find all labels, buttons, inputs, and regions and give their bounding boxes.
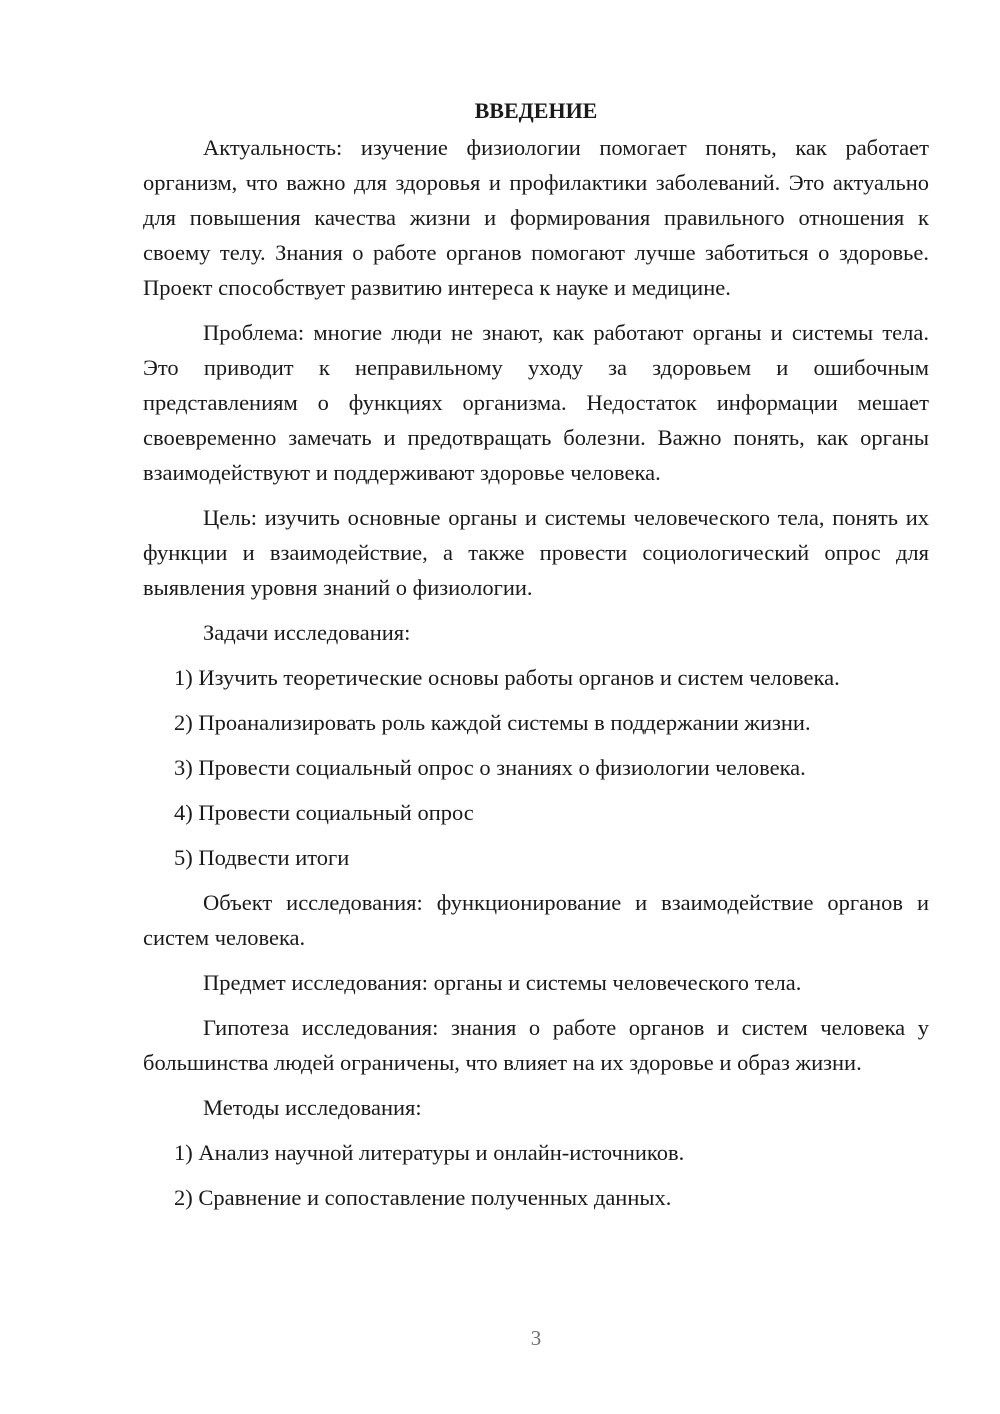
tasks-list — [143, 660, 929, 875]
object-paragraph: Объект исследования: функционирование и взаимодействие органов и систем человека. — [143, 890, 929, 950]
problem-paragraph: Проблема: многие люди не знают, как работают органы и системы тела. Это приводит к неправильному уходу за здоровьем и ошибочным представлениям о функциях организма. Недостаток информации мешает своевременно замечать и предотвращать болезни. Важно понять, как органы взаимодействуют и поддерживают здоровье человека. — [143, 320, 929, 485]
methods-heading: Методы исследования: — [203, 1095, 422, 1120]
goal-paragraph: Цель: изучить основные органы и системы человеческого тела, понять их функции и взаимодействие, а также провести социологический опрос для выявления уровня знаний о физиологии. — [143, 505, 929, 600]
tasks-heading: Задачи исследования: — [203, 620, 411, 645]
method-item-1: 1) Анализ научной литературы и онлайн-источников. — [174, 1140, 685, 1165]
task-item-4: 4) Провести социальный опрос — [174, 800, 474, 825]
page-content — [143, 94, 929, 1215]
method-item-2: 2) Сравнение и сопоставление полученных данных. — [174, 1185, 672, 1210]
subject-paragraph: Предмет исследования: органы и системы человеческого тела. — [203, 970, 802, 995]
task-item-2: 2) Проанализировать роль каждой системы в поддержании жизни. — [174, 710, 811, 735]
page-title: ВВЕДЕНИЕ — [474, 98, 598, 123]
task-item-3: 3) Провести социальный опрос о знаниях о физиологии человека. — [174, 755, 806, 780]
page-number: 3 — [530, 1326, 542, 1350]
task-item-5: 5) Подвести итоги — [174, 845, 350, 870]
methods-list — [143, 1135, 929, 1215]
relevance-paragraph: Актуальность: изучение физиологии помогает понять, как работает организм, что важно для здоровья и профилактики заболеваний. Это актуально для повышения качества жизни и формирования правильного отношения к своему телу. Знания о работе органов помогают лучше заботиться о здоровье. Проект способствует развитию интереса к науке и медицине. — [143, 135, 929, 300]
task-item-1: 1) Изучить теоретические основы работы органов и систем человека. — [174, 665, 840, 690]
hypothesis-paragraph: Гипотеза исследования: знания о работе органов и систем человека у большинства людей ограничены, что влияет на их здоровье и образ жизни. — [143, 1015, 929, 1075]
